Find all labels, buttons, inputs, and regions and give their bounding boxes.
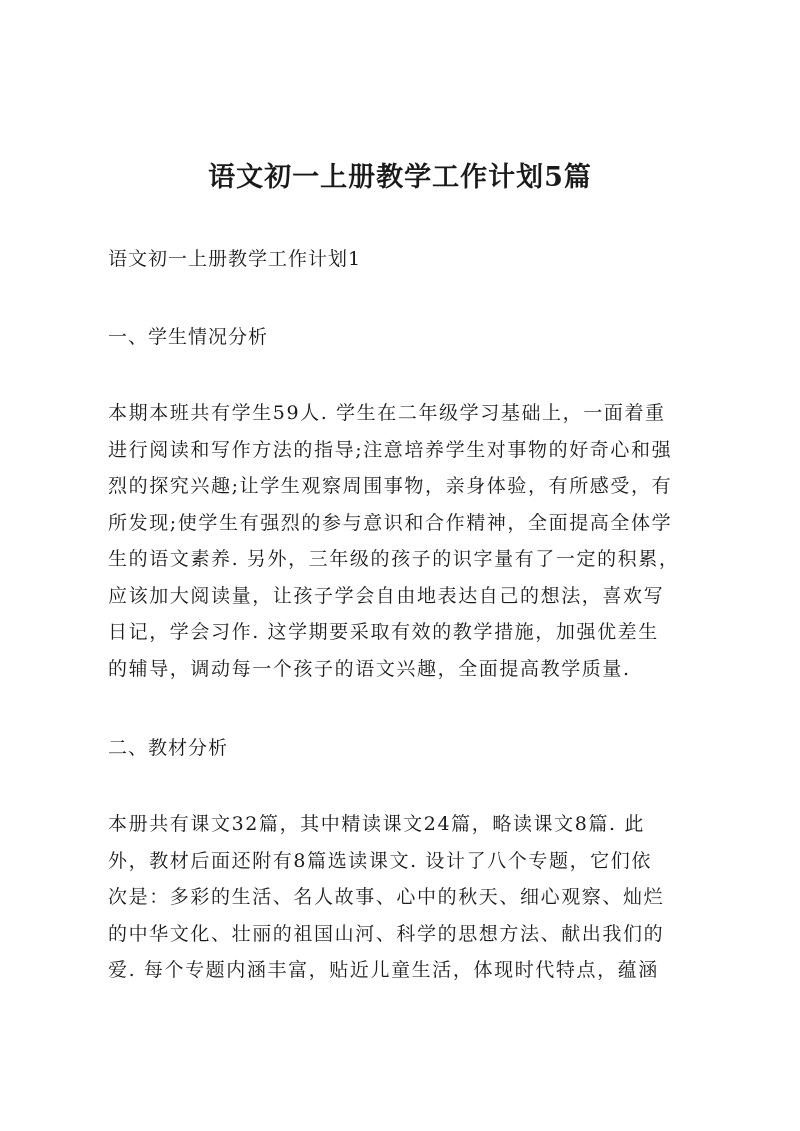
document-title: 语文初一上册教学工作计划5篇 xyxy=(208,162,592,193)
section-heading-textbook-analysis: 二、教材分析 xyxy=(108,737,229,759)
paragraph-line: 次是：多彩的生活、名人故事、心中的秋天、细心观察、灿烂 xyxy=(108,886,665,908)
paragraph-line: 进行阅读和写作方法的指导;注意培养学生对事物的好奇心和强 xyxy=(108,438,673,461)
paragraph-line: 外，教材后面还附有8篇选读课文. 设计了八个专题，它们依 xyxy=(108,849,652,872)
paragraph-line: 所发现;使学生有强烈的参与意识和合作精神，全面提高全体学 xyxy=(108,511,673,534)
section-heading-student-analysis: 一、学生情况分析 xyxy=(108,326,269,348)
paragraph-student-analysis xyxy=(108,395,698,687)
paragraph-line: 日记，学会习作. 这学期要采取有效的教学措施，加强优差生 xyxy=(108,621,659,643)
paragraph-line: 本期本班共有学生59人. 学生在二年级学习基础上，一面着重 xyxy=(108,402,666,424)
paragraph-line: 爱. 每个专题内涵丰富，贴近儿童生活，体现时代特点，蕴涵 xyxy=(108,959,659,981)
paragraph-textbook-analysis xyxy=(108,806,698,989)
paragraph-line: 的辅导，调动每一个孩子的语文兴趣，全面提高教学质量. xyxy=(108,657,631,680)
plan-heading: 语文初一上册教学工作计划1 xyxy=(108,248,362,270)
paragraph-line: 本册共有课文32篇，其中精读课文24篇，略读课文8篇. 此 xyxy=(108,813,645,835)
paragraph-line: 生的语文素养. 另外，三年级的孩子的识字量有了一定的积累， xyxy=(108,548,680,570)
paragraph-line: 的中华文化、壮丽的祖国山河、科学的思想方法、献出我们的 xyxy=(108,922,665,945)
paragraph-line: 烈的探究兴趣;让学生观察周围事物，亲身体验，有所感受，有 xyxy=(108,475,673,497)
paragraph-line: 应该加大阅读量，让孩子学会自由地表达自己的想法，喜欢写 xyxy=(108,584,665,607)
